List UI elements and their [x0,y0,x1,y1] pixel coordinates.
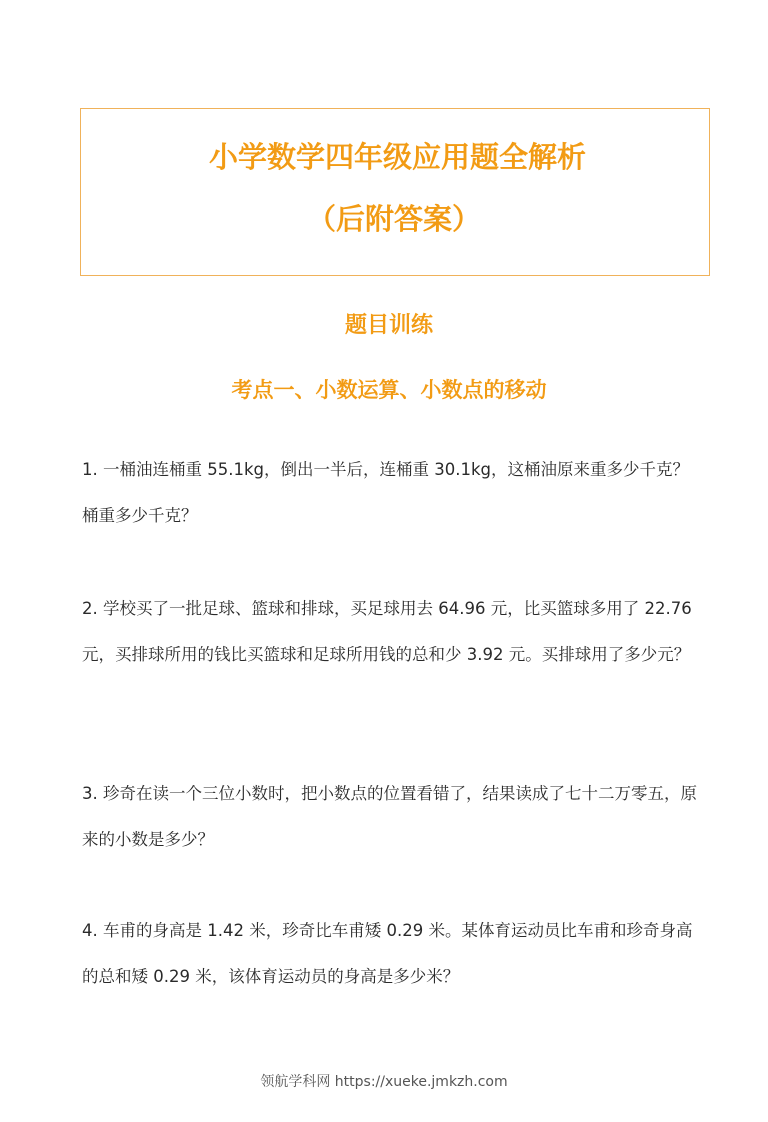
document-title: 小学数学四年级应用题全解析 [209,140,587,174]
document-subtitle: （后附答案） [307,202,482,236]
subsection-title: 考点一、小数运算、小数点的移动 [231,378,547,402]
question-1: 1. 一桶油连桶重 55.1kg，倒出一半后，连桶重 30.1kg，这桶油原来重多少千克？桶重多少千克？ [82,460,690,525]
section-title: 题目训练 [344,313,433,338]
footer-source: 领航学科网 https://xueke.jmkzh.com [260,1074,508,1090]
question-4: 4. 车甫的身高是 1.42 米，珍奇比车甫矮 0.29 米。某体育运动员比车甫和珍奇身高的总和矮 0.29 米，该体育运动员的身高是多少米？ [82,921,693,986]
question-3: 3. 珍奇在读一个三位小数时，把小数点的位置看错了，结果读成了七十二万零五，原来的小数是多少？ [82,784,697,849]
question-2: 2. 学校买了一批足球、篮球和排球，买足球用去 64.96 元，比买篮球多用了 22.76 元，买排球所用的钱比买篮球和足球所用钱的总和少 3.92 元。买排球用了多少元？ [82,599,692,664]
title-box [80,108,710,276]
